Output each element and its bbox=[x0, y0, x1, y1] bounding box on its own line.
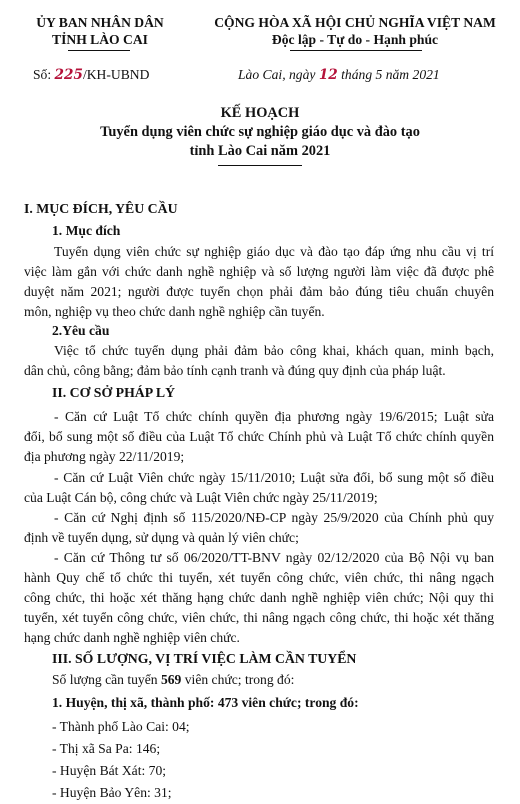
doc-no-handwritten: 225 bbox=[54, 67, 83, 83]
section-2-heading: II. CƠ SỞ PHÁP LÝ bbox=[52, 385, 176, 400]
legal-basis-item-4 bbox=[24, 548, 494, 648]
nation-line-1: CỘNG HÒA XÃ HỘI CHỦ NGHĨA VIỆT NAM bbox=[214, 15, 496, 30]
agency-underline bbox=[68, 50, 130, 51]
legal-line: - Căn cứ Luật Tổ chức chính quyền địa phương ngày 19/6/2015; Luật sửa bbox=[54, 409, 494, 424]
purpose-line: duyệt năm 2021; người được tuyển chọn phải đảm bảo đúng tiêu chuẩn chuyên bbox=[24, 284, 494, 299]
legal-basis-item-3 bbox=[24, 508, 494, 548]
total-prefix: Số lượng cần tuyển bbox=[52, 672, 158, 687]
doc-no-suffix: /KH-UBND bbox=[82, 67, 150, 82]
section-3-sub-1-heading: 1. Huyện, thị xã, thành phố: 473 viên chức; trong đó: bbox=[52, 695, 359, 710]
date-suffix: tháng 5 năm 2021 bbox=[341, 67, 440, 82]
date-prefix: Lào Cai, ngày bbox=[238, 67, 316, 82]
legal-basis-item-2 bbox=[24, 468, 494, 508]
legal-line: - Căn cứ Thông tư số 06/2020/TT-BNV ngày 02/12/2020 của Bộ Nội vụ ban bbox=[54, 550, 494, 565]
document-number bbox=[33, 66, 149, 84]
purpose-line: môn, nghiệp vụ theo chức danh nghề nghiệp cần tuyển. bbox=[24, 304, 325, 319]
title-kind: KẾ HOẠCH bbox=[220, 105, 300, 121]
section-1-sub-2-heading: 2.Yêu cầu bbox=[52, 323, 110, 338]
section-1-requirements-paragraph bbox=[24, 341, 494, 381]
total-recruitment bbox=[52, 671, 294, 689]
total-suffix: viên chức; trong đó: bbox=[184, 672, 295, 687]
agency-name bbox=[20, 14, 180, 48]
section-1-purpose-paragraph bbox=[24, 242, 494, 322]
legal-line: - Căn cứ Luật Viên chức ngày 15/11/2010; Luật sửa đổi, bổ sung một số điều bbox=[54, 470, 494, 485]
requirement-line: dân chủ, công bằng; đảm bảo tính cạnh tranh và đúng quy định của pháp luật. bbox=[24, 363, 446, 378]
national-header bbox=[196, 14, 514, 48]
district-item: - Thị xã Sa Pa: 146; bbox=[52, 741, 161, 756]
district-list bbox=[52, 716, 190, 804]
section-3-heading: III. SỐ LƯỢNG, VỊ TRÍ VIỆC LÀM CẦN TUYỂN bbox=[52, 651, 357, 666]
doc-no-prefix: Số: bbox=[33, 67, 52, 82]
agency-line-1: ỦY BAN NHÂN DÂN bbox=[36, 15, 164, 30]
requirement-line: Việc tổ chức tuyển dụng phải đảm bảo công khai, khách quan, minh bạch, bbox=[54, 343, 494, 358]
total-value: 569 bbox=[160, 672, 182, 687]
legal-line: của Luật Cán bộ, công chức và Luật Viên chức ngày 25/11/2019; bbox=[24, 490, 378, 505]
section-1-sub-1-heading: 1. Mục đích bbox=[52, 223, 121, 238]
district-item: - Thành phố Lào Cai: 04; bbox=[52, 719, 190, 734]
section-1-heading: I. MỤC ĐÍCH, YÊU CẦU bbox=[24, 201, 178, 216]
district-item: - Huyện Bát Xát: 70; bbox=[52, 763, 167, 778]
legal-line: công chức, thi hoặc xét thăng hạng chức danh nghề nghiệp viên chức; Nội quy thi bbox=[24, 590, 494, 605]
agency-line-2: TỈNH LÀO CAI bbox=[52, 32, 148, 47]
legal-line: đổi, bổ sung một số điều của Luật Tổ chức Chính phủ và Luật Tổ chức chính quyền bbox=[24, 429, 494, 444]
legal-line: hành Quy chế tổ chức thi tuyển, xét tuyển công chức, viên chức, thi nâng ngạch bbox=[24, 570, 494, 585]
title-line-2: tỉnh Lào Cai năm 2021 bbox=[189, 143, 331, 159]
legal-basis-item-1 bbox=[24, 407, 494, 467]
document-date bbox=[238, 66, 440, 84]
legal-line: địa phương ngày 22/11/2019; bbox=[24, 449, 185, 464]
document-title bbox=[0, 104, 520, 161]
motto-underline bbox=[290, 50, 422, 51]
legal-line: - Căn cứ Nghị định số 115/2020/NĐ-CP ngày 25/9/2020 của Chính phủ quy bbox=[54, 510, 494, 525]
date-day-handwritten: 12 bbox=[318, 67, 338, 83]
legal-line: định về tuyển dụng, sử dụng và quản lý viên chức; bbox=[24, 530, 299, 545]
legal-line: hạng chức danh nghề nghiệp viên chức. bbox=[24, 630, 240, 645]
title-line-1: Tuyển dụng viên chức sự nghiệp giáo dục và đào tạo bbox=[100, 124, 420, 140]
purpose-line: Tuyển dụng viên chức sự nghiệp giáo dục và đào tạo đáp ứng nhu cầu vị trí bbox=[54, 244, 494, 259]
title-underline bbox=[218, 165, 302, 166]
nation-motto: Độc lập - Tự do - Hạnh phúc bbox=[271, 32, 439, 47]
legal-line: tuyển, xét tuyển công chức, viên chức, thi nâng ngạch công chức, thi hoặc xét thăng bbox=[24, 610, 494, 625]
purpose-line: việc làm gắn với chức danh nghề nghiệp và số lượng người làm việc đã được phê bbox=[24, 264, 494, 279]
district-item: - Huyện Bảo Yên: 31; bbox=[52, 785, 172, 800]
